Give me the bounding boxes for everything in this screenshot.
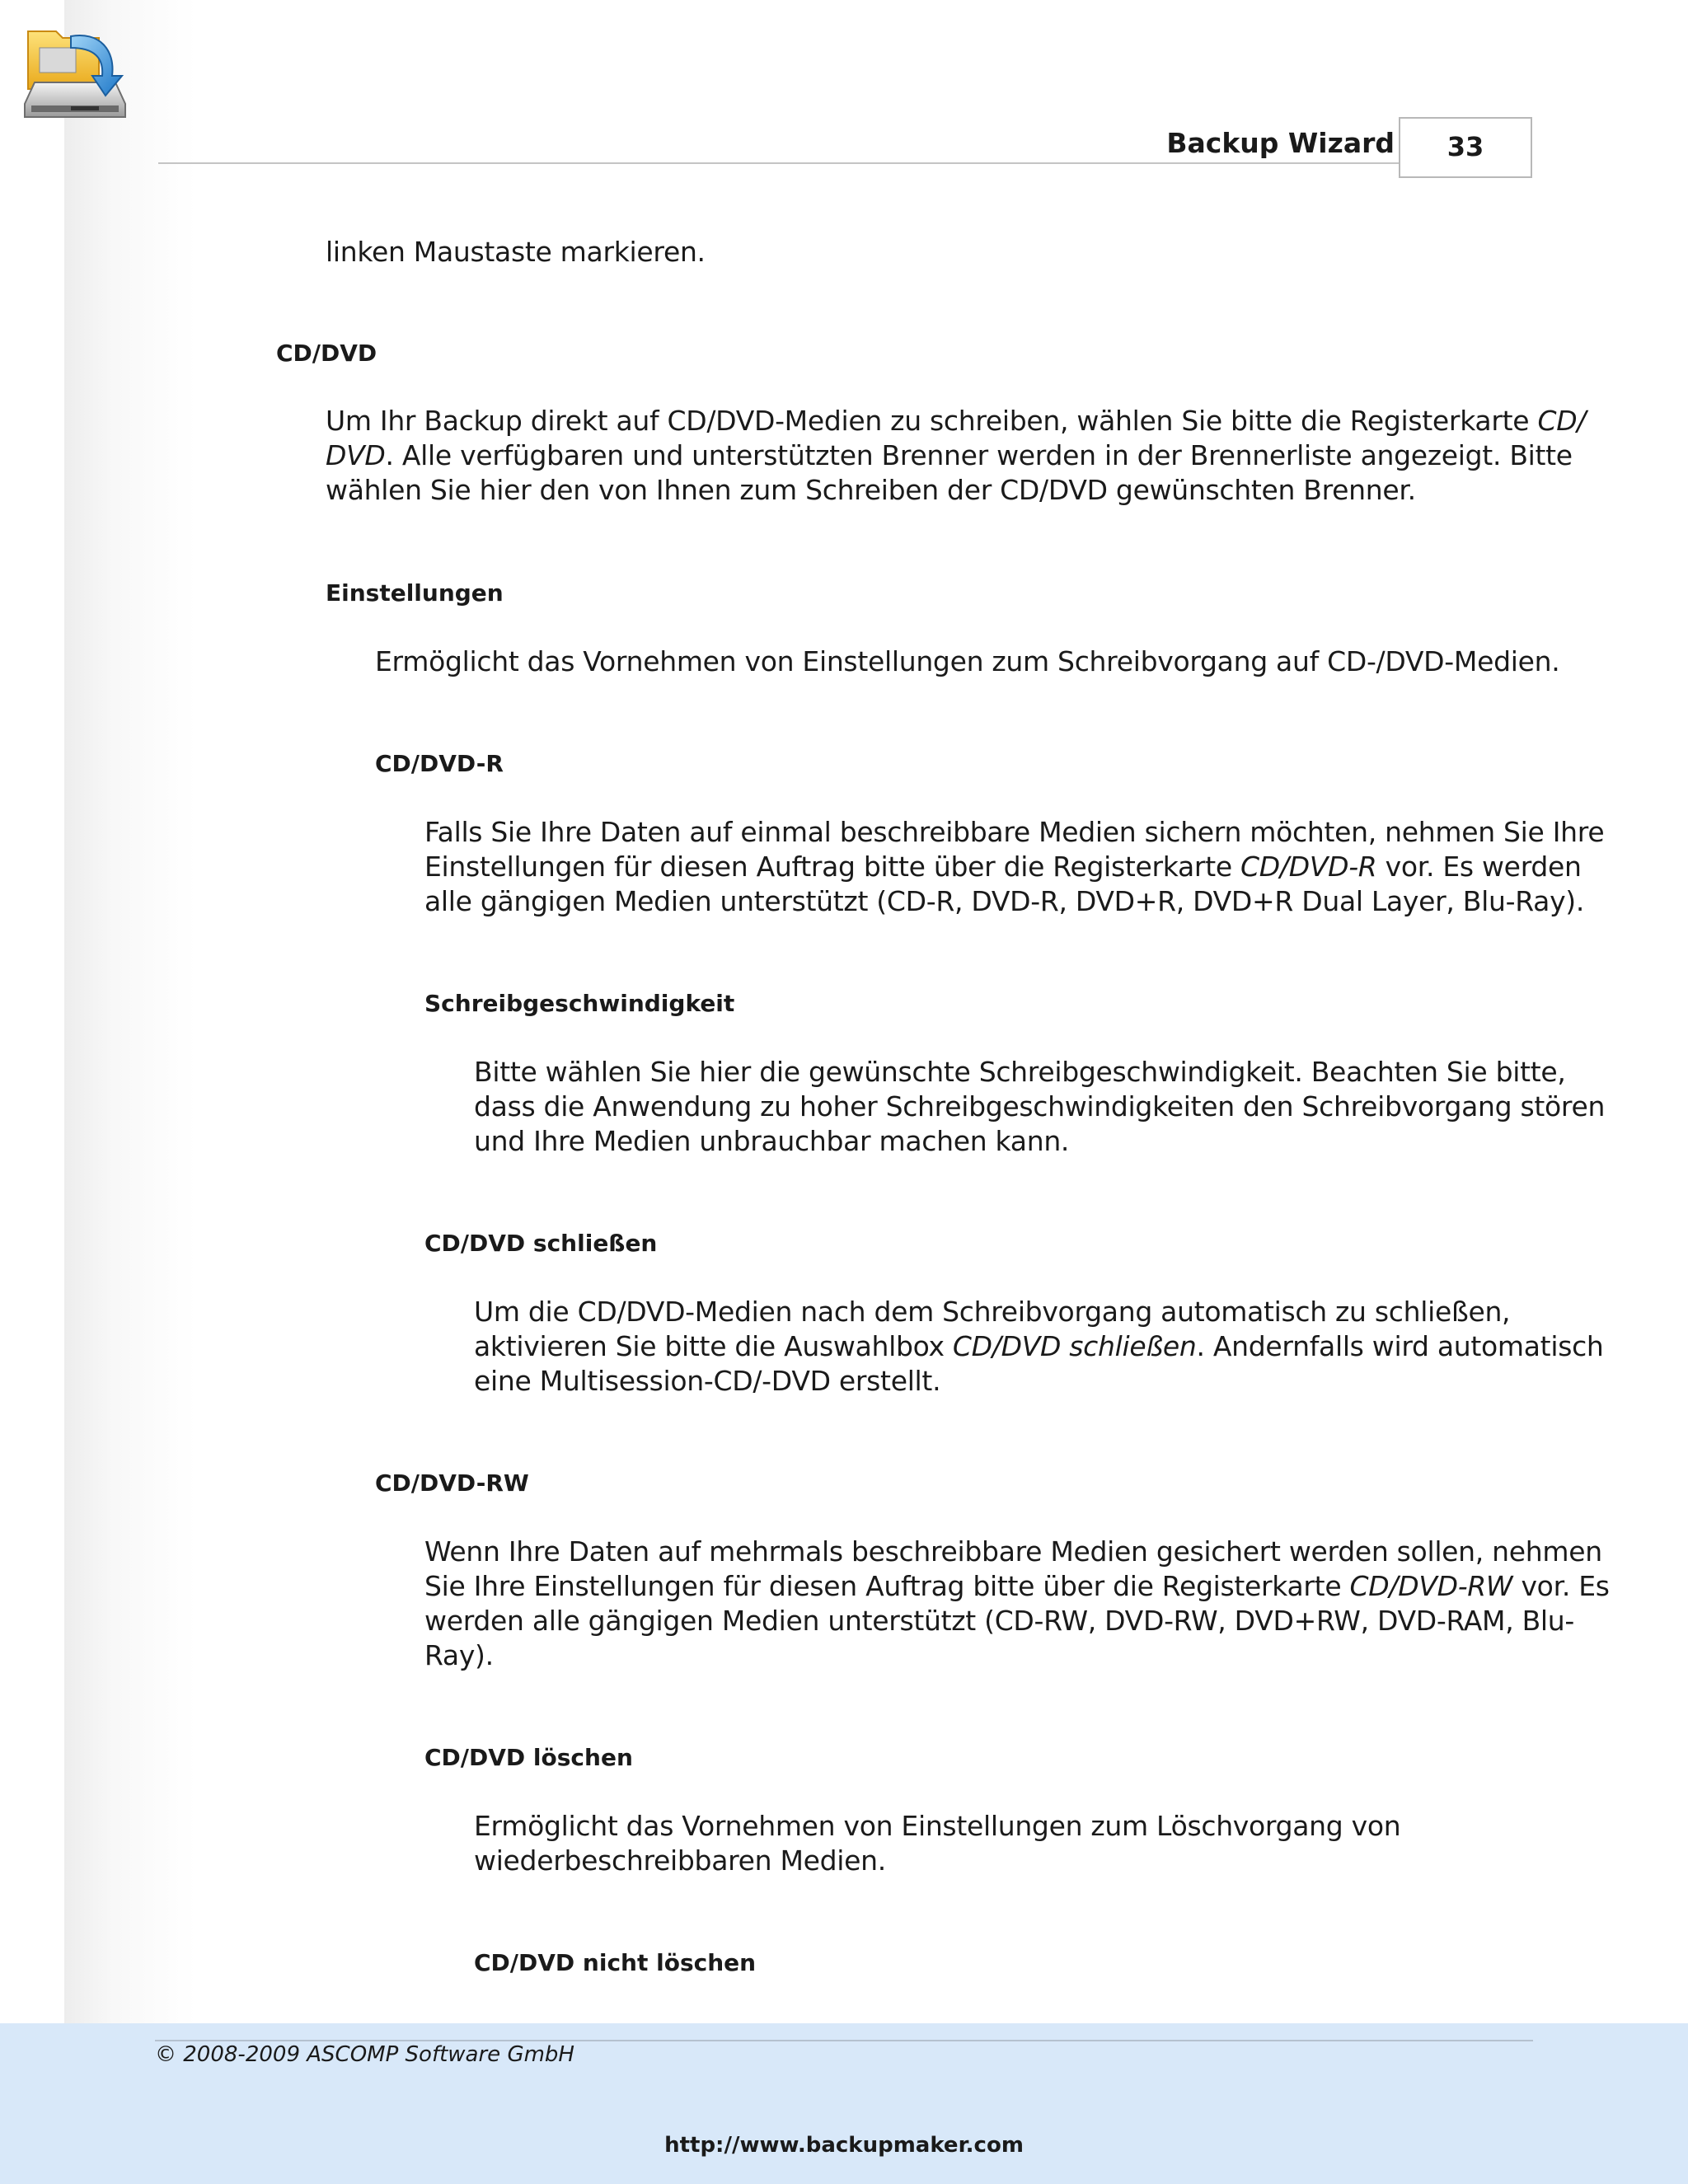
heading-cd-dvd-nicht-loeschen: CD/DVD nicht löschen [474,1949,757,1976]
heading-cd-dvd-rw: CD/DVD-RW [375,1469,529,1497]
paragraph-loeschen-line-2: wiederbeschreibbaren Medien. [474,1844,886,1877]
heading-schreibgeschwindigkeit: Schreibgeschwindigkeit [424,990,735,1017]
document-title: Backup Wizard [1166,127,1395,159]
paragraph-cd-dvd-rw-line-2: Sie Ihre Einstellungen für diesen Auftrag bitte über die Registerkarte CD/DVD-RW vor. Es [424,1570,1610,1602]
paragraph-cd-dvd-line-3: wählen Sie hier den von Ihnen zum Schreiben der CD/DVD gewünschten Brenner. [326,474,1416,506]
paragraph-cd-dvd-r-line-3: alle gängigen Medien unterstützt (CD-R, DVD-R, DVD+R, DVD+R Dual Layer, Blu-Ray). [424,885,1585,917]
paragraph-intro-tail: linken Maustaste markieren. [326,236,706,268]
paragraph-loeschen-line-1: Ermöglicht das Vornehmen von Einstellungen zum Löschvorgang von [474,1810,1401,1842]
heading-cd-dvd-r: CD/DVD-R [375,750,504,777]
paragraph-cd-dvd-line-1: Um Ihr Backup direkt auf CD/DVD-Medien zu schreiben, wählen Sie bitte die Registerkarte CD/ [326,405,1587,437]
paragraph-cd-dvd-r-line-1: Falls Sie Ihre Daten auf einmal beschreibbare Medien sichern möchten, nehmen Sie Ihre [424,816,1605,848]
paragraph-einstellungen: Ermöglicht das Vornehmen von Einstellungen zum Schreibvorgang auf CD-/DVD-Medien. [375,645,1560,677]
paragraph-schliessen-line-1: Um die CD/DVD-Medien nach dem Schreibvorgang automatisch zu schließen, [474,1296,1511,1328]
heading-cd-dvd-schliessen: CD/DVD schließen [424,1230,658,1257]
paragraph-schreibgeschwindigkeit-line-3: und Ihre Medien unbrauchbar machen kann. [474,1125,1070,1157]
paragraph-cd-dvd-r-line-2: Einstellungen für diesen Auftrag bitte über die Registerkarte CD/DVD-R vor. Es werden [424,851,1582,883]
heading-cd-dvd-loeschen: CD/DVD löschen [424,1744,633,1771]
heading-einstellungen: Einstellungen [326,579,504,607]
paragraph-cd-dvd-rw-line-1: Wenn Ihre Daten auf mehrmals beschreibbare Medien gesichert werden sollen, nehmen [424,1535,1602,1568]
copyright-notice: © 2008-2009 ASCOMP Software GmbH [155,2042,574,2067]
page-number: 33 [1399,117,1532,178]
paragraph-schliessen-line-3: eine Multisession-CD/-DVD erstellt. [474,1365,941,1397]
backup-drive-logo-icon [23,25,130,125]
page-background [64,0,1622,2023]
paragraph-schreibgeschwindigkeit-line-2: dass die Anwendung zu hoher Schreibgeschwindigkeiten den Schreibvorgang stören [474,1090,1606,1122]
footer-url-link[interactable]: http://www.backupmaker.com [664,2133,1024,2158]
paragraph-cd-dvd-line-2: DVD. Alle verfügbaren und unterstützten Brenner werden in der Brennerliste angezeigt. Bitte [326,439,1573,471]
header-divider [158,162,1399,164]
heading-cd-dvd: CD/DVD [276,340,377,367]
paragraph-schliessen-line-2: aktivieren Sie bitte die Auswahlbox CD/DVD schließen. Andernfalls wird automatisch [474,1330,1604,1362]
paragraph-cd-dvd-rw-line-3: werden alle gängigen Medien unterstützt (CD-RW, DVD-RW, DVD+RW, DVD-RAM, Blu- [424,1605,1575,1637]
paragraph-schreibgeschwindigkeit-line-1: Bitte wählen Sie hier die gewünschte Schreibgeschwindigkeit. Beachten Sie bitte, [474,1056,1566,1088]
footer-divider [155,2040,1533,2041]
paragraph-cd-dvd-rw-line-4: Ray). [424,1639,494,1671]
